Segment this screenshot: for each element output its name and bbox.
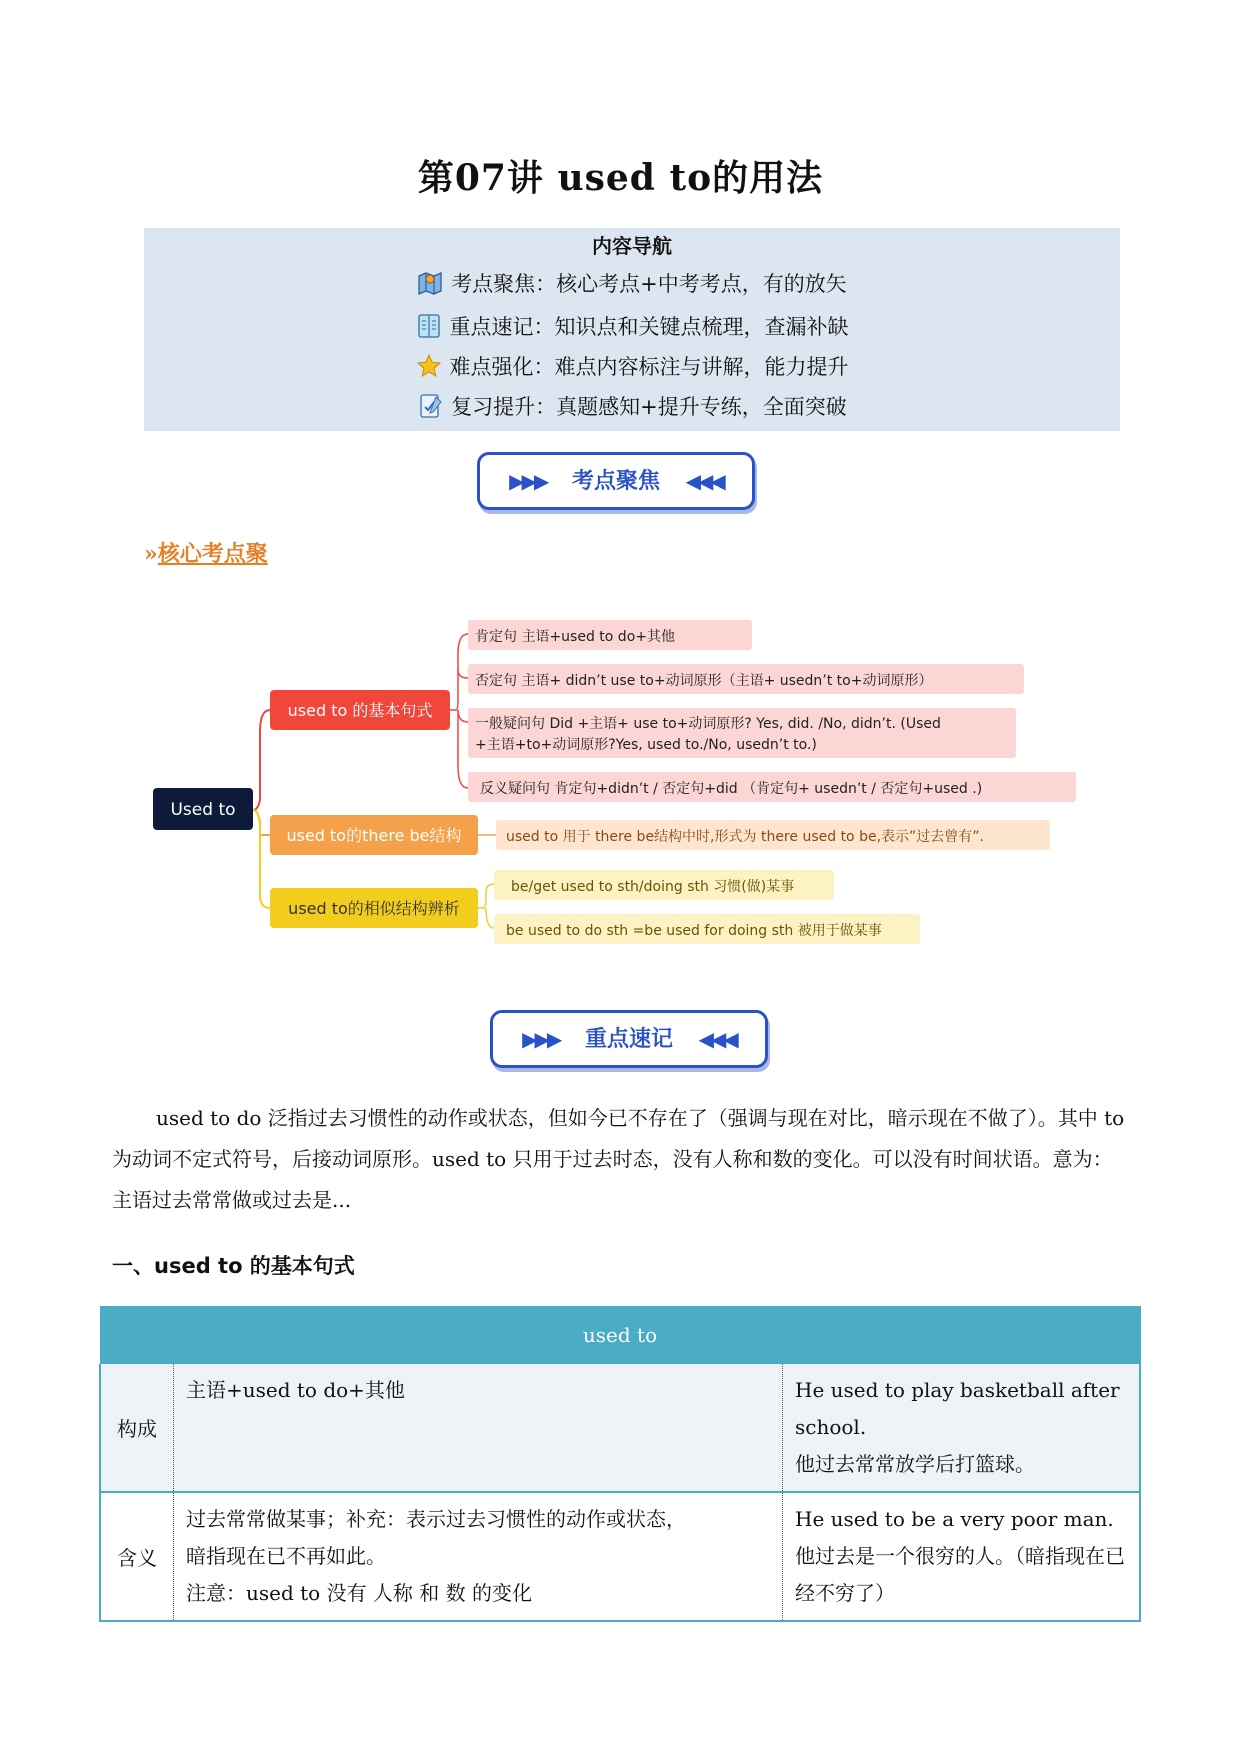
nav-item-text: 难点强化：难点内容标注与讲解，能力提升 bbox=[449, 355, 849, 379]
leaf-text: be/get used to sth/doing sth 习惯(做)某事 bbox=[511, 879, 795, 895]
table-header-row bbox=[100, 1306, 1140, 1364]
branch-label: used to的相似结构辨析 bbox=[288, 899, 460, 918]
banner-exam-focus bbox=[477, 452, 755, 510]
leaf-get-used-to bbox=[494, 870, 834, 900]
table-header: used to bbox=[100, 1306, 1140, 1364]
row-label: 含义 bbox=[100, 1492, 174, 1621]
nav-item-text: 考点聚焦：核心考点+中考考点，有的放矢 bbox=[451, 272, 847, 296]
branch-label: used to的there be结构 bbox=[286, 826, 462, 845]
nav-item-text: 复习提升：真题感知+提升专练，全面突破 bbox=[451, 395, 847, 419]
branch-similar-structures bbox=[270, 888, 478, 928]
core-points-heading bbox=[144, 537, 268, 568]
nav-item-notes bbox=[144, 312, 1120, 342]
leaf-text: 一般疑问句 Did +主语+ use to+动词原形? Yes, did. /No, didn’t. (Used bbox=[475, 716, 941, 732]
row-label: 构成 bbox=[100, 1364, 174, 1492]
leaf-tag-question bbox=[468, 772, 1076, 802]
star-icon bbox=[416, 353, 442, 379]
leaf-text: 肯定句 主语+used to do+其他 bbox=[475, 629, 675, 645]
table-row bbox=[100, 1364, 1140, 1492]
leaf-text: be used to do sth =be used for doing sth 被用于做某事 bbox=[506, 923, 882, 939]
page-title: 第07讲 used to的用法 bbox=[417, 157, 824, 199]
mind-map-root bbox=[153, 788, 253, 830]
content-navigation bbox=[144, 228, 1120, 431]
section-heading: 一、used to 的基本句式 bbox=[112, 1254, 355, 1278]
checklist-icon bbox=[417, 393, 443, 419]
leaf-negative bbox=[468, 664, 1024, 694]
mind-map-canvas bbox=[140, 610, 1100, 960]
left-arrows-icon: ◀◀◀ bbox=[698, 1027, 736, 1051]
nav-item-focus bbox=[144, 269, 1120, 299]
right-arrows-icon: ▶▶▶ bbox=[522, 1027, 560, 1051]
banner-label: 考点聚焦 bbox=[571, 469, 660, 494]
core-points-label: 核心考点聚 bbox=[157, 541, 268, 567]
root-label: Used to bbox=[170, 800, 236, 820]
leaf-affirmative bbox=[468, 620, 752, 650]
intro-paragraph: used to do 泛指过去习惯性的动作或状态，但如今已不存在了（强调与现在对比，暗示现在不做了）。其中 to 为动词不定式符号，后接动词原形。used to 只用于过去时态，没有人称和数的变化。可以没有时间状语。意为：主语过去常常做或过去是... bbox=[112, 1106, 1125, 1212]
notebook-icon bbox=[416, 313, 442, 339]
nav-item-text: 重点速记：知识点和关键点梳理，查漏补缺 bbox=[449, 315, 849, 339]
branch-label: used to 的基本句式 bbox=[287, 701, 433, 720]
branch-basic-patterns bbox=[270, 690, 450, 730]
double-chevron-icon: » bbox=[144, 541, 158, 567]
table-row bbox=[100, 1492, 1140, 1621]
banner-key-notes bbox=[490, 1010, 768, 1068]
leaf-text: +主语+to+动词原形?Yes, used to./No, usedn’t to.) bbox=[475, 737, 817, 753]
row-content: 过去常常做某事；补充：表示过去习惯性的动作或状态， 暗指现在已不再如此。 注意：used to 没有 人称 和 数 的变化 bbox=[174, 1492, 783, 1621]
right-arrows-icon: ▶▶▶ bbox=[509, 469, 547, 493]
leaf-text: 否定句 主语+ didn’t use to+动词原形（主语+ usedn’t to+动词原形） bbox=[475, 673, 933, 689]
leaf-text: 反义疑问句 肯定句+didn’t / 否定句+did （肯定句+ usedn’t / 否定句+used .) bbox=[480, 781, 983, 797]
leaf-question bbox=[468, 708, 1016, 758]
usage-table bbox=[99, 1306, 1141, 1622]
nav-heading: 内容导航 bbox=[592, 234, 672, 258]
nav-item-difficult bbox=[144, 352, 1120, 382]
banner-label: 重点速记 bbox=[584, 1027, 673, 1052]
leaf-text: used to 用于 there be结构中时,形式为 there used to be,表示”过去曾有”. bbox=[506, 829, 984, 845]
map-icon bbox=[417, 270, 443, 296]
row-example: He used to play basketball after school. 他过去常常放学后打篮球。 bbox=[783, 1364, 1141, 1492]
mind-map bbox=[140, 610, 1100, 960]
row-content: 主语+used to do+其他 bbox=[174, 1364, 783, 1492]
leaf-be-used-to-do bbox=[494, 914, 920, 944]
left-arrows-icon: ◀◀◀ bbox=[685, 469, 723, 493]
mind-map-connectors bbox=[253, 634, 496, 928]
branch-there-be bbox=[270, 815, 478, 855]
row-example: He used to be a very poor man.他过去是一个很穷的人。（暗指现在已经不穷了） bbox=[783, 1492, 1141, 1621]
leaf-there-be bbox=[496, 820, 1050, 850]
nav-item-review bbox=[144, 392, 1120, 422]
